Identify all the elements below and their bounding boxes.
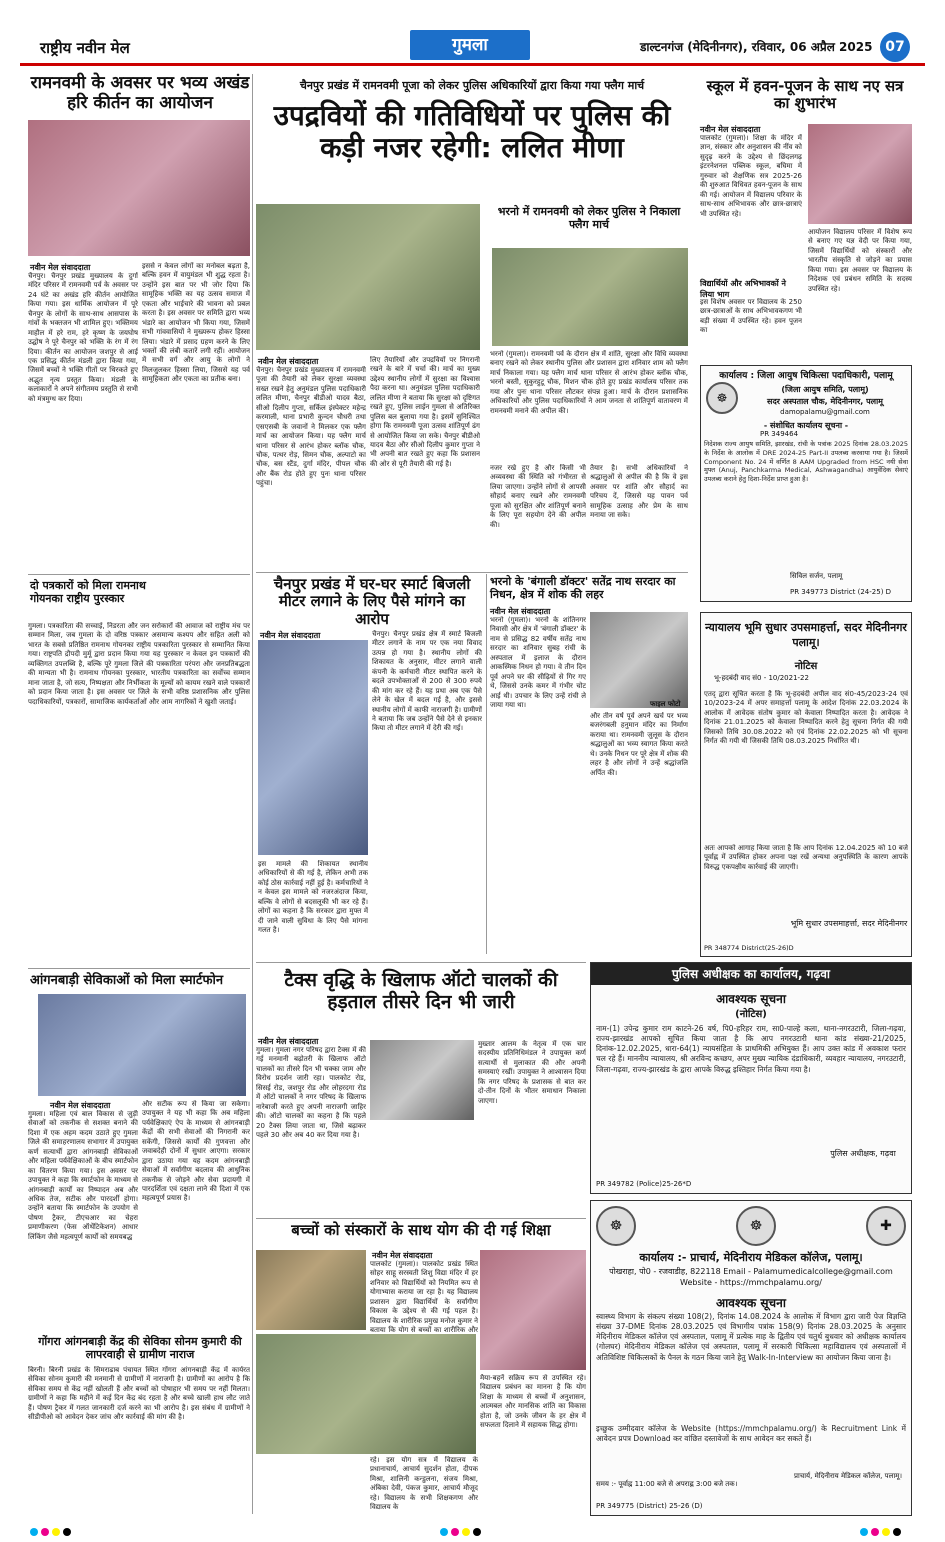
flagmarch-byline: नवीन मेल संवाददाता <box>258 357 319 366</box>
yoga-body-2: रहे। इस योग सत्र में विद्यालय के प्रधानाचार्य, आचार्य सुदर्शन होता, दीपक मिश्रा, शालिनी कन्डुलना, संजय मिश्रा, अंबिका देवी, पंकज कुमार, आचार्य मौजूद रहे। विद्यालय के सभी शिक्षकगण और विद्यालय के <box>370 1456 478 1512</box>
column-rule <box>252 74 253 1514</box>
photo-caption: फाइल फोटो <box>650 700 681 708</box>
bhumi-sign: भूमि सुधार उपसमाहर्त्ता, सदर मेदिनीनगर <box>790 919 908 928</box>
bharno-photo <box>492 248 688 346</box>
kirtan-body: चैनपुर। चैनपुर प्रखंड मुख्यालय के दुर्गा मंदिर परिसर में रामनवमी पर्व के अवसर पर 24 घंटे का अखंड हरि कीर्तन आयोजित किया गया। इस धार्मिक आयोजन में पूरे चैनपुर के लोगों के साथ-साथ आसपास के गांवों के भक्तजन भी शामिल हुए। भक्तिमय माहौल में हरे राम, हरे कृष्ण के जयघोष उद्घोष ने पूरे चैनपुर को भक्ति के रंग में रंग दिया। कीर्तन का आयोजन जशपुर से आई एक प्रसिद्ध कीर्तन मंडली द्वारा किया गया, जिसमें बच्चों ने भक्ति गीतों पर थिरकते हुए अद्भुत नृत्य प्रस्तुत किया। मंडली के कलाकारों ने अपने संगीतमय प्रस्तुति से सभी को मंत्रमुग्ध कर दिया। <box>28 272 138 403</box>
bharno-body-2: नजर रखे हुए है और किसी भी अव्यवस्था की स्थिति को गंभीरता से लिया जाएगा। उन्होंने लोगों से आपसी सौहार्द बनाए रखने और रामनवमी पूजा को सुरक्षित और शांतिपूर्ण बनाने के लिए पूरा सहयोग देने की अपील की। <box>490 464 586 529</box>
aanganbadi-photo <box>38 994 246 1096</box>
police-notice-2: (नोटिस) <box>735 1009 767 1020</box>
school-headline: स्कूल में हवन-पूजन के साथ नए सत्र का शुभारंभ <box>706 77 904 113</box>
divider <box>256 572 688 573</box>
ramnavmi-headline: रामनवमी के अवसर पर भव्य अखंड हरि कीर्तन का आयोजन <box>30 73 250 113</box>
bhumi-title: न्यायालय भूमि सुधार उपसमाहर्त्ता, सदर मेदिनीनगर पलामू। <box>705 621 907 649</box>
flagmarch-headline: उपद्रवियों की गतिविधियों पर पुलिस की कड़ी नजर रहेगी: ललित मीणा <box>273 99 671 165</box>
meter-headline: चैनपुर प्रखंड में घर-घर स्मार्ट बिजली मीटर लगाने के लिए पैसे मांगने का आरोप <box>273 575 471 628</box>
kirtan-photo <box>28 120 250 256</box>
bharno-headline: भरनो में रामनवमी को लेकर पुलिस ने निकाला फ्लैग मार्च <box>497 205 681 231</box>
doctor-body: भरनो (गुमला)। भरनो के शांतिनगर निवासी और क्षेत्र में 'बंगाली डॉक्टर' के नाम से प्रसिद्ध 82 वर्षीय सतेंद्र नाथ सरदार का शनिवार सुबह रांची के अस्पताल में इलाज के दौरान आकस्मिक निधन हो गया। वे तीन दिन पूर्व अपने घर की सीढ़ियों से गिर गए थे, जिससे उनके कमर में गंभीर चोट आई थी। उपचार के लिए उन्हें रांची ले जाया गया था। <box>490 616 586 709</box>
yoga-body: पालकोट (गुमला)। पालकोट प्रखंड स्थित सोहर साहू सरस्वती शिशु विद्या मंदिर में हर शनिवार को विद्यार्थियों को नियमित रूप से योगाभ्यास कराया जा रहा है। यह विद्यालय प्रशासन द्वारा विद्यार्थियों के सर्वांगीण विकास के उद्देश्य से की गई पहल है। विद्यालय के शारीरिक प्रमुख मनोज कुमार ने बताया कि योग से बच्चों का शारीरिक और <box>370 1260 478 1335</box>
aanganbadi-body-2: और सटीक रूप से किया जा सकेगा। उपायुक्त ने यह भी कहा कि अब महिला पर्यवेक्षिकाएं ऐप के माध्यम से आंगनबाड़ी केंद्रों की सभी सेवाओं की निगरानी कर सकेंगी, जिससे कार्यों की गुणवत्ता और जवाबदेही दोनों में सुधार आएगा। सरकार द्वारा उठाया गया यह कदम आंगनबाड़ी सेवाओं में सर्वांगीण बदलाव की आधुनिक तकनीक से जोड़ने और सेवा प्रदायगी में पारदर्शिता एवं दक्षता लाने की दिशा में एक महत्वपूर्ण प्रयास है। <box>142 1100 250 1203</box>
section-label: गुमला <box>410 30 530 60</box>
doctor-photo <box>590 612 688 708</box>
meter-body: चैनपुर। चैनपुर प्रखंड क्षेत्र में स्मार्ट बिजली मीटर लगाने के नाम पर एक नया विवाद उत्पन्न हो गया है। स्थानीय लोगों की शिकायत के अनुसार, मीटर लगाने वाली कंपनी के कर्मचारी मीटर स्थापित करने के बदले उपभोक्ताओं से 200 से 300 रुपये की मांग कर रहे हैं। यह प्रथा अब एक पैसे लेने के खेल में बदल गई है, और इससे स्थानीय लोगों में काफी नाराजगी है। ग्रामीणों ने बताया कि जब उन्होंने पैसे देने से इनकार किया तो मीटर लगाने में देरी की गई। <box>372 630 482 733</box>
yoga-photo-2 <box>256 1334 476 1454</box>
column-rule <box>486 574 487 954</box>
doctor-headline: भरनो के 'बंगाली डॉक्टर' सतेंद्र नाथ सरदार का निधन, क्षेत्र में शोक की लहर <box>490 575 676 601</box>
school-photo <box>808 124 912 224</box>
sonam-body: बिरनी। बिरनी प्रखंड के सिमराढाब पंचायत स्थित गोंगरा आंगनबाड़ी केंद्र में कार्यरत सेविका सोनम कुमारी की मनमानी से ग्रामीणों में नाराजगी है। ग्रामीणों का आरोप है कि सेविका समय से केंद्र नहीं खोलती हैं और बच्चों को पोषाहार भी समय पर नहीं मिलता। ग्रामीणों ने कहा कि महीने में कई दिन केंद्र बंद रहता है और बच्चे खाली हाथ लौट जाते हैं। पोषण ट्रैकर में गलत जानकारी दर्ज करने का भी आरोप है। इस संबंध में ग्रामीणों ने सीडीपीओ को आवेदन देकर जांच और कार्रवाई की मांग की है। <box>28 1366 250 1422</box>
flagmarch-photo <box>256 204 480 350</box>
aanganbadi-body: गुमला। महिला एवं बाल विकास से जुड़ी सेवाओं को तकनीक से सशक्त बनाने की दिशा में एक अहम कदम उठाते हुए गुमला जिले की समाहरणालय सभागार में उपायुक्त कर्ण सत्यार्थी द्वारा आंगनबाड़ी सेविकाओं और महिला पर्यवेक्षिकाओं के बीच स्मार्टफोन का वितरण किया गया। इस अवसर पर उपायुक्त ने कहा कि स्मार्टफोन के माध्यम से आंगनबाड़ी कार्यों का निष्पादन अब और अधिक तेज, सटीक और पारदर्शी होगा। उन्होंने बताया कि स्मार्टफोन के उपयोग से पोषण ट्रैकर, टीएचआर का चेहरा प्रमाणीकरण (फेस ऑथेंटिकेशन) आधार लिंकिंग जैसे महत्वपूर्ण कार्यों को समयबद्ध <box>28 1110 138 1241</box>
dateline: डाल्टनगंज (मेदिनीनगर), रविवार, 06 अप्रैल 2025 <box>640 40 873 54</box>
patrakar-body: गुमला। पत्रकारिता की सच्चाई, निडरता और जन सरोकारों की आवाज को राष्ट्रीय मंच पर सम्मान मिला, जब गुमला के दो वरिष्ठ पत्रकार असमान्य कश्यप और सहित अली को भारत के सबसे प्रतिष्ठित रामनाथ गोयनका राष्ट्रीय पत्रकारिता पुरस्कार से सम्मानित किया गया। राष्ट्रपति द्रौपदी मुर्मू द्वारा प्रदान किया गया यह पुरस्कार न केवल इन पत्रकारों की व्यक्तिगत उपलब्धि है, बल्कि पूरे गुमला जिले की पत्रकारिता परंपरा और जनप्रतिबद्धता की मान्यता भी है। रामनाथ गोयनका पुरस्कार, भारतीय पत्रकारिता का सर्वोच्च सम्मान माना जाता है, जो सत्य, निष्पक्षता और निर्भीकता के मूल्यों को कायम रखने वाले पत्रकारों को प्रदान किया जाता है। इस अवसर पर जिले के सभी वरिष्ठ प्रशासनिक और पुलिस पदाधिकारियों, पत्रकारों, सामाजिक कार्यकर्ताओं और आम नागरिकों ने खुशी जताई। <box>28 622 250 706</box>
school-byline: नवीन मेल संवाददाता <box>700 125 761 134</box>
police-pr: PR 349782 (Police)25-26*D <box>596 1180 692 1188</box>
police-title: पुलिस अधीक्षक का कार्यालय, गढ़वा <box>591 963 911 985</box>
auto-body-2: मुख्तार आलम के नेतृत्व में एक चार सदस्यीय प्रतिनिधिमंडल ने उपायुक्त कर्ण सत्यार्थी से मुलाकात की और अपनी समस्याएं रखीं। उपायुक्त ने आश्वासन दिया कि नगर परिषद के प्रशासक से बात कर दो-तीन दिनों के भीतर समाधान निकाला जाएगा। <box>478 1040 586 1105</box>
paper-name: राष्ट्रीय नवीन मेल <box>40 39 130 57</box>
medical-body-2: इच्छुक उम्मीदवार कॉलेज के Website (https://mmchpalamu.org/) के Recruitment Link में आवेदन प्रपत्र Download कर वांछित दस्तावेजों के साथ आवेदन कर सकते हैं। <box>596 1424 906 1444</box>
school-body-2: इस विशेष अवसर पर विद्यालय के 250 छात्र-छात्राओं के साथ अभिभावकगण भी बड़ी संख्या में उपस्थित रहे। हवन पूजन का <box>700 298 802 335</box>
medical-address: पोखराहा, पो0 - रजवाडीह, 822118 Email - Palamumedicalcollege@gmail.com <box>609 1267 893 1276</box>
medical-website[interactable]: Website - https://mmchpalamu.org/ <box>680 1278 822 1287</box>
yoga-photo-3 <box>480 1250 586 1370</box>
medical-body: स्वास्थ्य विभाग के संकल्प संख्या 108(2), दिनांक 14.08.2024 के आलोक में विभाग द्वारा जारी पेज विज्ञप्ति संख्या 37-DME दिनांक 28.03.2025 एवं विभागीय पत्रांक 158(9) दिनांक 28.03.2025 के अनुसार मेदिनीराय मेडिकल कॉलेज एवं अस्पताल, पलामू में प्रत्येक माह के द्वितीय एवं चतुर्थ बुधवार को अधीक्षक कार्यालय (गोलघर) मेदिनीराय मेडिकल कॉलेज एवं अस्पताल, पलामू में सरकारी चिकित्सा महाविद्यालय एवं अस्पतालों में अतिविशिष्ट चिकित्सकों के पैनल के गठन किया जाने हेतु Walk-In-Interview का आयोजन किया जाना है। <box>596 1312 906 1362</box>
patrakar-headline: दो पत्रकारों को मिला रामनाथ गोयनका राष्ट्रीय पुरस्कार <box>30 579 146 605</box>
divider <box>256 1218 586 1219</box>
police-sign: पुलिस अधीक्षक, गढ़वा <box>830 1149 896 1158</box>
medical-pr: PR 349775 (District) 25-26 (D) <box>596 1502 703 1510</box>
aanganbadi-byline: नवीन मेल संवाददाता <box>50 1101 111 1110</box>
meter-byline: नवीन मेल संवाददाता <box>260 631 321 640</box>
yoga-byline: नवीन मेल संवाददाता <box>372 1251 433 1260</box>
school-subhead: विद्यार्थियों और अभिभावकों ने लिया भाग <box>700 279 786 299</box>
registration-dots <box>440 1521 484 1540</box>
bhumi-pr: PR 348774 District(25-26)D <box>704 944 794 952</box>
ayush-sign: सिविल सर्जन, पलामू <box>790 572 843 580</box>
school-body: पालकोट (गुमला)। शिक्षा के मंदिर में ज्ञान, संस्कार और अनुशासन की नींव को सुदृढ़ करने के उद्देश्य से छिंदलगढ़ इंटरनेशनल पब्लिक स्कूल, बघिमा में गुरुवार को शैक्षणिक सत्र 2025-26 की शुरुआत विधिवत हवन-पूजन के साथ की गई। आयोजन में विद्यालय परिवार के साथ-साथ अभिभावक और छात्र-छात्राएं भी उपस्थित रहे। <box>700 134 802 218</box>
yoga-headline: बच्चों को संस्कारों के साथ योग की दी गई शिक्षा <box>291 1221 551 1239</box>
registration-dots-right <box>860 1521 904 1540</box>
college-logo-icon: ✚ <box>866 1206 906 1246</box>
emblem-icon: ☸ <box>706 382 738 414</box>
bhumi-case: भू-हदबंदी वाद सं0 - 10/2021-22 <box>714 674 809 682</box>
aanganbadi-headline: आंगनबाड़ी सेविकाओं को मिला स्मार्टफोन <box>30 973 224 988</box>
ayush-sub: (जिला आयुष समिति, पलामू) <box>781 385 869 394</box>
school-body-3: आयोजन विद्यालय परिसर में विशेष रूप से बनाए गए यज्ञ वेदी पर किया गया, जिसमें विद्यार्थियों को संस्कारों और भारतीय संस्कृति से जोड़ने का प्रयास किया गया। इस अवसर पर विद्यालय के निदेशक एवं प्रबंधन समिति के सदस्य उपस्थित रहे। <box>808 228 912 293</box>
medical-notice: आवश्यक सूचना <box>716 1296 786 1310</box>
divider <box>28 574 250 575</box>
doctor-body-2: और तीन वर्ष पूर्व अपने खर्च पर भव्य बजरंगबली हनुमान मंदिर का निर्माण कराया था। रामनवमी जुलूस के दौरान श्रद्धालुओं का भव्य स्वागत किया करते थे। उनके निधन पर पूरे क्षेत्र में शोक की लहर है और लोगों ने उन्हें श्रद्धांजलि अर्पित की। <box>590 712 688 777</box>
ayush-email: damopalamu@gmail.com <box>780 408 870 416</box>
bharno-body: भरनो (गुमला)। रामनवमी पर्व के दौरान क्षेत्र में शांति, सुरक्षा और विधि व्यवस्था बनाए रखने को लेकर स्थानीय पुलिस और प्रशासन द्वारा शनिवार शाम को फ्लैग मार्च निकाला गया। यह फ्लैग मार्च थाना परिसर से आरंभ होकर ब्लॉक चौक, भरनो बस्ती, सुकुरहुटू चौक, मिशन चौक होते हुए प्रखंड कार्यालय परिसर तक गया और पुनः थाना परिसर लौटकर संपन्न हुआ। मार्च के दौरान प्रशासनिक अधिकारियों और पुलिस पदाधिकारियों ने आम जनता से शांतिपूर्ण वातावरण में रामनवमी मनाने की अपील की। <box>490 350 688 415</box>
ayush-pr2: PR 349773 District (24-25) D <box>790 588 892 596</box>
police-body: नाम-(1) उपेन्द्र कुमार राम काटने-26 वर्ष, पि0-हरिहर राम, सा0-पाल्हे कला, थाना-नगरउटारी, जिला-गढ़वा, राज्य-झारखंड आपको सूचित किया जाता है कि आप नगरउटारी थाना कांड संख्या-21/2025, दिनांक-12.02.2025, धारा-64(1) न्यायसंहिता के प्राथमिकी अभियुक्त हैं। आप उक्त कांड में अवकाश फरार चल रहे हैं। माननीय न्यायालय, श्री अरविन्द कच्छप, अपर मुख्य न्यायिक दंडाधिकारी, व्यवहार न्यायालय, नगरउटारी, जिला-गढ़वा, राज्य-झारखंड के द्वारा आपके विरुद्ध इश्तिहार निर्गत किया गया है। <box>596 1024 906 1074</box>
meter-photo <box>258 640 368 855</box>
medical-office: कार्यालय :- प्राचार्य, मेदिनीराय मेडिकल कॉलेज, पलामू। <box>639 1251 863 1264</box>
ayush-office: कार्यालय : जिला आयुष चिकित्सा पदाधिकारी, पलामू <box>719 371 893 381</box>
bhumi-notice: नोटिस <box>794 661 818 672</box>
bharno-body-3: तैयार है। सभी अधिकारियों ने श्रद्धालुओं से अपील की है कि वे इस अवसर पर शांति और सौहार्द का परिचय दें, जिससे यह पावन पर्व सामूहिक उत्साह और प्रेम के साथ मनाया जा सके। <box>590 464 688 520</box>
emblem-icon: ☸ <box>736 1206 776 1246</box>
ayush-address: सदर अस्पताल चौक, मेदिनीनगर, पलामू <box>767 397 883 406</box>
divider <box>256 962 586 963</box>
sonam-headline: गोंगरा आंगनबाड़ी केंद्र की सेविका सोनम कुमारी की लापरवाही से ग्रामीण नाराज <box>38 1335 242 1361</box>
page-number: 07 <box>880 32 910 62</box>
kirtan-body-2: इससे न केवल लोगों का मनोबल बढ़ता है, बल्कि हवन में वायुमंडल भी शुद्ध रहता है। उन्होंने इस बात पर भी जोर दिया कि सामूहिक भक्ति का यह उत्सव समाज में एकता और भाईचारे की भावना को प्रबल करता है। इस अवसर पर समिति द्वारा भव्य भंडारे का आयोजन भी किया गया, जिसमें सभी गांववासियों ने मुख्यरूप होकर हिस्सा लिया। भंडारे में प्रसाद ग्रहण करने के लिए भक्तों की लंबी कतारें लगी रहीं। आयोजन में सभी वर्ग और आयु के लोगों ने मिलजुलकर हिस्सा लिया, जिससे यह पर्व सामूहिकता और एकता का प्रतीक बना। <box>142 262 250 384</box>
yoga-body-3: मैया-बहनें सक्रिय रूप से उपस्थित रहे। विद्यालय प्रबंधन का मानना है कि योग शिक्षा के माध्यम से बच्चों में अनुशासन, आत्मबल और मानसिक शांति का विकास होता है, जो उनके जीवन के हर क्षेत्र में सफलता दिलाने में सहायक सिद्ध होगा। <box>480 1374 586 1430</box>
ayush-notice: - संशोधित कार्यालय सूचना - <box>763 421 849 430</box>
auto-body: गुमला। गुमला नगर परिषद द्वारा टैक्स में की गई मनमानी बढ़ोतरी के खिलाफ ऑटो चालकों का तीसरे दिन भी चक्का जाम और विरोध प्रदर्शन जारी रहा। पालकोट रोड, सिसई रोड, जशपुर रोड और लोहरदगा रोड में ऑटो चालकों ने नगर परिषद के खिलाफ नारेबाजी करते हुए अपनी नाराजगी जाहिर की। ऑटो चालकों का कहना है कि पहले 20 टैक्स लिया जाता था, जिसे बढ़ाकर पहले 30 और अब 40 कर दिया गया है। <box>256 1046 366 1139</box>
auto-photo <box>370 1040 474 1120</box>
auto-headline: टैक्स वृद्धि के खिलाफ ऑटो चालकों की हड़ताल तीसरे दिन भी जारी <box>284 969 558 1013</box>
doctor-byline: नवीन मेल संवाददाता <box>490 607 551 616</box>
flagmarch-col2: लिए तैयारियों और उपद्रवियों पर निगरानी रखने के बारे में चर्चा की। मार्च का मुख्य उद्देश्य स्थानीय लोगों में सुरक्षा का विश्वास पैदा करना था। अनुमंडल पुलिस पदाधिकारी ललित मीणा ने बताया कि सुरक्षा को दृष्टिगत रखते हुए, पुलिस लाईन गुमला से अतिरिक्त पुलिस बल बुलाया गया है। इसमें सुनिश्चित होगा कि रामनवमी पूजा उत्सव शांतिपूर्ण ढंग से आयोजित किया जा सके। चैनपुर बीडीओ यादव बैठा और सीओ दिलीप कुमार गुप्ता ने भी अपनी बात रखते हुए कहा कि प्रशासन की ओर से पूरी तैयारी की गई है। <box>370 356 480 468</box>
bhumi-body: एतद् द्वारा सूचित करता है कि भू-हदबंदी अपील वाद सं0-45/2023-24 एवं 10/2023-24 में अपर समाहर्त्ता पलामू के आदेश दिनांक 22.03.2024 के आलोक में आवेदक संतोष कुमार को केवाला निष्पादित करता है। आवेदक ने दिनांक 21.01.2025 को केवाला निष्पादित करने हेतु सूचना निर्गत की गयी जिसको तिथि 30.08.2022 को एवं दिनांक 22.02.2025 को भी सूचना निर्गत की गयी थी जिसकी तिथि 08.03.2025 निर्धारित थी। <box>704 690 908 746</box>
police-notice: आवश्यक सूचना <box>716 992 786 1006</box>
medical-time: समय :- पूर्वाह्न 11:00 बजे से अपराह्न 3:00 बजे तक। <box>596 1480 738 1488</box>
ayush-pr: PR 349464 <box>760 430 799 438</box>
emblem-icon: ☸ <box>596 1206 636 1246</box>
flagmarch-col1: चैनपुर। चैनपुर प्रखंड मुख्यालय में रामनवमी पूजा की तैयारी को लेकर सुरक्षा व्यवस्था सख्त रखने हेतु अनुमंडल पुलिस पदाधिकारी ललित मीणा, चैनपुर बीडीओ यादव बैठा, सीओ दिलीप गुप्ता, सर्किल इंस्पेक्टर महेन्द्र करमाली, थाना प्रभारी कुन्दन चौधरी तथा एसएसबी के जवानों ने मिलकर एक फ्लैग मार्च का आयोजन किया। यह फ्लैग मार्च थाना परिसर से आरंभ होकर ब्लॉक चौक, चौक, पत्थर रोड़, सिमन चौक, अल्पाटो का चौक, बस स्टैंड, दुर्गा मंदिर, पीपल चौक और बैंक रोड होते हुए पुनः थाना परिसर पहुंचा। <box>256 366 366 488</box>
divider <box>28 968 250 969</box>
medical-sign: प्राचार्य, मेदिनीराय मेडिकल कॉलेज, पलामू। <box>794 1472 902 1480</box>
meter-body-2: इस मामले की शिकायत स्थानीय अधिकारियों से की गई है, लेकिन अभी तक कोई ठोस कार्रवाई नहीं हुई है। कर्मचारियों ने न केवल इस मामले को नजरअंदाज किया, बल्कि वे लोगों से बदसलूकी भी कर रहे हैं। लोगों का कहना है कि सरकार द्वारा मुफ्त में दी जाने वाली सुविधा के लिए पैसे मांगना गलत है। <box>258 860 368 935</box>
ayush-body: निदेशक राज्य आयुष समिति, झारखंड, रांची के पत्रांक 2025 दिनांक 28.03.2025 के निर्देश के आलोक में DRE 2024-25 Part-II उपलब्ध करवाया गया है। जिसमें Component No. 24 में वर्णित 8 AAM Upgraded from HSC नयी सेवा मुफ्त (Anuj, Panchkarma Medical, Ashwagandha) आयुर्वेदिक सेवाएं उपलब्ध कराने हेतु दिशा-निर्देश प्राप्त हुआ है। <box>704 440 908 484</box>
flagmarch-kicker: चैनपुर प्रखंड में रामनवमी पूजा को लेकर पुलिस अधिकारियों द्वारा किया गया फ्लैग मार्च <box>299 79 645 92</box>
yoga-photo-1 <box>256 1250 366 1330</box>
kirtan-byline: नवीन मेल संवाददाता <box>30 263 91 272</box>
auto-byline: नवीन मेल संवाददाता <box>258 1037 319 1046</box>
bhumi-body-2: अतः आपको आगाह किया जाता है कि आप दिनांक 12.04.2025 को 10 बजे पूर्वाह्न में उपस्थित होकर अपना पक्ष रखें अन्यथा अनुपस्थिति के कारण आपके विरुद्ध एकपक्षीय कार्रवाई की जाएगी। <box>704 844 908 871</box>
